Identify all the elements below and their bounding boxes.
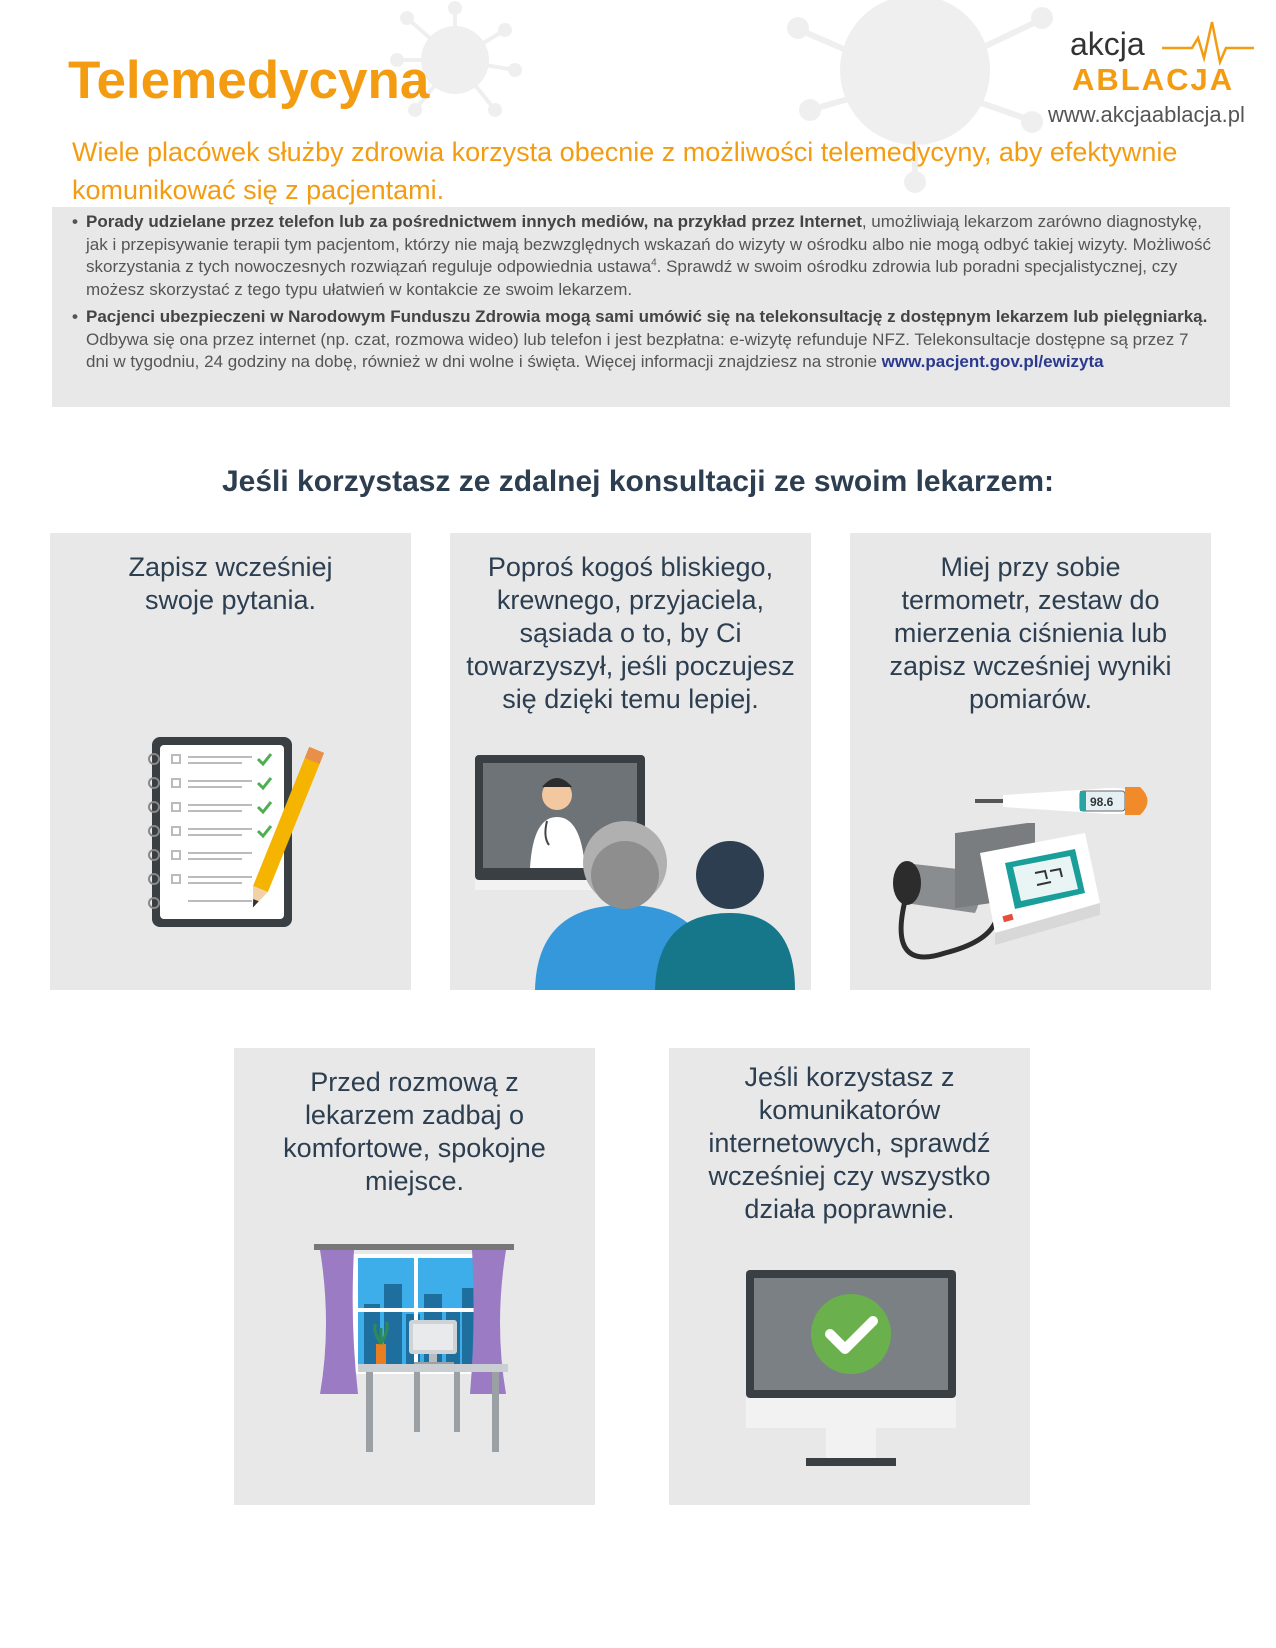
notepad-checklist-icon <box>132 733 332 933</box>
page-title: Telemedycyna <box>68 51 430 110</box>
blood-pressure-monitor-icon <box>885 823 1105 983</box>
tip-card-text: Jeśli korzystasz z komunikatorów internetowych, sprawdź wcześniej czy wszystko działa poprawnie. <box>708 1062 991 1224</box>
tip-card-questions <box>50 533 411 990</box>
tip-card-measurements <box>850 533 1211 990</box>
intro-text: Wiele placówek służby zdrowia korzysta obecnie z możliwości telemedycyny, aby efektywnie komunikować się z pacjentami. <box>72 137 1178 205</box>
akcja-ablacja-logo <box>1040 18 1260 128</box>
info-bullet-1 <box>70 211 1212 301</box>
thermometer-reading: 98.6 <box>1090 795 1114 809</box>
info-bullet-1-text-end: . Sprawdź w swoim ośrodku zdrowia lub poradni specjalistycznej, czy możesz skorzystać z tego typu ułatwień w kontakcie ze swoim lekarzem. <box>86 257 1178 299</box>
tip-card-text: Przed rozmową z lekarzem zadbaj o komfortowe, spokojne miejsce. <box>283 1067 546 1196</box>
logo-line2: ABLACJA <box>1072 62 1235 97</box>
tip-card-companion <box>450 533 811 990</box>
ewizyta-link[interactable]: www.pacjent.gov.pl/ewizyta <box>881 352 1104 371</box>
logo-url[interactable]: www.akcjaablacja.pl <box>1048 102 1245 127</box>
tip-card-check-software <box>669 1048 1030 1505</box>
info-bullet-2-bold: Pacjenci ubezpieczeni w Narodowym Funduszu Zdrowia mogą sami umówić się na telekonsultację z dostępnym lekarzem lub pielęgniarką. <box>86 307 1208 326</box>
footnote-marker: 4 <box>651 257 657 269</box>
tip-card-text: Poproś kogoś bliskiego, krewnego, przyjaciela, sąsiada o to, by Ci towarzyszył, jeśli poczujesz się dzięki temu lepiej. <box>466 552 795 714</box>
monitor-checkmark-icon <box>746 1270 956 1470</box>
info-box <box>52 207 1230 407</box>
info-bullet-1-bold: Porady udzielane przez telefon lub za pośrednictwem innych mediów, na przykład przez Internet <box>86 212 862 231</box>
quiet-room-icon <box>314 1244 529 1464</box>
tip-card-text: Zapisz wcześniej swoje pytania. <box>128 552 333 615</box>
thermometer-icon <box>975 781 1160 821</box>
tip-card-quiet-place <box>234 1048 595 1505</box>
video-call-icon <box>475 755 795 990</box>
logo-line1: akcja <box>1070 26 1145 62</box>
tip-card-text: Miej przy sobie termometr, zestaw do mierzenia ciśnienia lub zapisz wcześniej wyniki pomiarów. <box>889 552 1172 714</box>
section-title: Jeśli korzystasz ze zdalnej konsultacji ze swoim lekarzem: <box>221 465 1055 498</box>
info-bullet-2-text: Odbywa się ona przez internet (np. czat, rozmowa wideo) lub telefon i jest bezpłatna: e-wizytę refunduje NFZ. Telekonsultacje dostępne są przez 7 dni w tygodniu, 24 godziny na dobę, również w dni wolne i święta. Więcej informacji znajdziesz na stronie <box>86 329 1189 371</box>
info-bullet-2 <box>70 306 1212 374</box>
info-bullet-1-text: , umożliwiają lekarzom zarówno diagnostykę, jak i przepisywanie terapii tym pacjentom, którzy nie mają bezwzględnych wskazań do wizyty w ośrodku albo nie mogą odbyć takiej wizyty. Możliwość skorzystania z tych nowoczesnych rozwiązań reguluje odpowiednia ustawa <box>86 212 1211 276</box>
